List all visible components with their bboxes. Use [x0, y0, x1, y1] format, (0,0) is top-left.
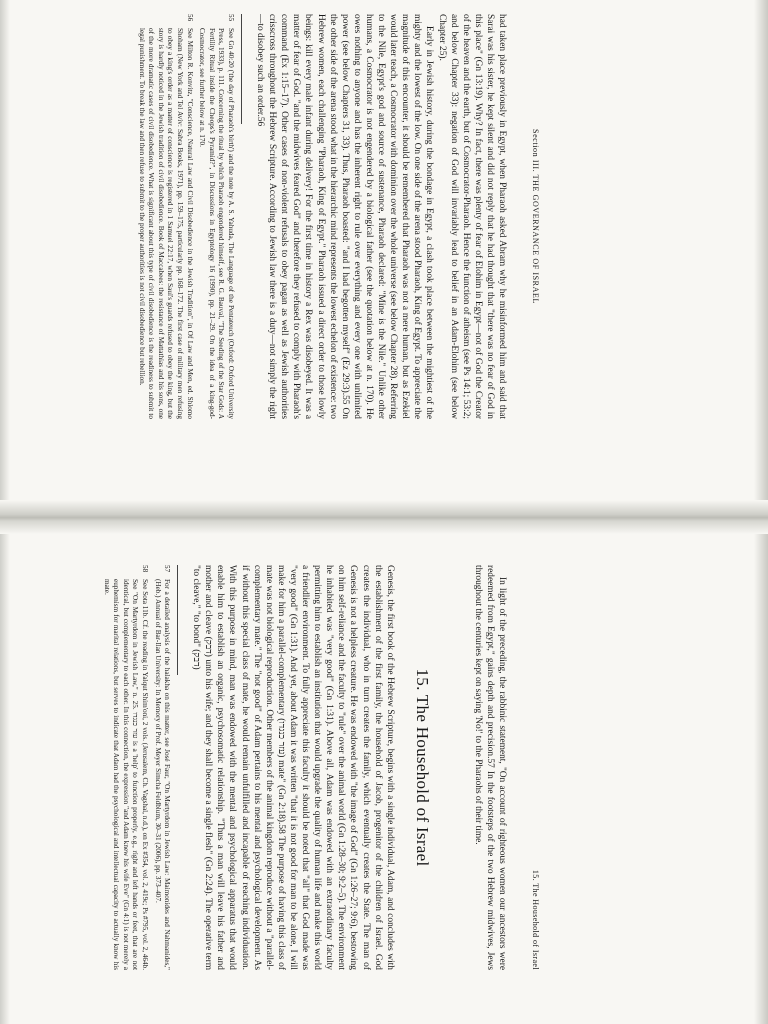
- footnote: [101, 565, 149, 970]
- running-head: Section III. THE GOVERNANCE OF ISRAEL: [531, 129, 540, 304]
- footnote-text: See Gn 40:20 ('the day of Pharaoh's birth') and the note by A. S. Yahuda, The Language of the Pentateuch (Oxford: Oxford University Press, 1933), p. 111. Concerning the ritual by which Pharaoh engendered himself, see R. G. Bauval, "The Seeding of the Star Gods: A Fertility Ritual inside the Cheops's Pyramid?", in Discussions in Egyptology 16 (1990), pp. 21–29. On the idea of a king-god-Cosmocrator, see further below at n. 170.: [198, 28, 236, 419]
- footnote-divider: [241, 14, 242, 124]
- footnote: [136, 14, 194, 419]
- footnote-divider: [177, 565, 178, 675]
- footnote-text: See Milton R. Konvitz, "Conscience, Natural Law and Civil Disobedience in the Jewish Tradition", in Of Law and Men, ed. Shlomo Shoham (New York and Tel Aviv: Sabra Books, 1971), pp. 159–175, particularly pp. 168–172. The first case of military men refusing to obey a king's order as a matter of conscience is registered in 1 Samuel 22:17, when Saul's guards refused to obey the king, but the story is hardly noticed in the Jewish tradition of civil disobedience. Book of Maccabees: the resistance of Mattathias and his sons, one of the more dramatic cases of civil disobedience. What is significant about this type of civil disobedience is the readiness to submit to legal punishment. To break the law and then refuse to submit to the proper authorities is not civil disobedience but rebellion.: [137, 28, 194, 419]
- body-text: [190, 565, 396, 970]
- footnote-number: 57: [163, 565, 172, 573]
- right-page: [0, 543, 570, 1013]
- paragraph: Genesis, the first book of the Hebrew Scripture, begins with a single individual, Adam, and concludes with the establishment of the first family, the household of Jacob, progenitor of the children of Israel. God creates the individual, who in turn creates the family, which eventually creates the State. The man of Genesis is not a helpless creature. He was endowed with "the image of God" (Gn 1:26–27; 9:6), bestowing on him self-reliance and the faculty to "rule" over the animal world (Gn 1:28–30; 9:2–5). The environment he inhabited was "very good" (Gn 1:31). Above all, Adam was endowed with an extraordinary faculty permitting him to establish an institution that would upgrade the quality of human life and make this world a friendlier environment. To fully appreciate this faculty it should be noted that "all" that God made was "very good" (Gn 1:31). And yet, about Adam it was written "that it is not good for man to be alone, I will make for him a parallel-complementary (עזר כנגדו) mate" (Gn 2:18).58 The purpose of having this class of mate was not biological reproduction. Other members of the animal kingdom reproduce without a "parallel-complementary mate." The "not good" of Adam pertains to his mental and psychological development. As if without this special class of mate, he would remain unfulfilled and incapable of reaching individuation. With this purpose in mind, man was endowed with the mental and psychological apparatus that would enable him to establish an organic, psychosomatic relationship. "Thus a man will leave his father and mother and cleave (דבק) unto his wife; and they shall become a single flesh" (Gn 2:24). The operative term "to cleave," "to bond" (דבק): [191, 565, 395, 970]
- footnote-number: 56: [185, 14, 194, 22]
- right-page-content: [0, 565, 570, 970]
- paragraph: Early in Jewish history, during the bondage in Egypt, a clash took place between the mightiest of the mighty and the lowest of the low. On one side of the arena stood Pharaoh, King of Egypt. To appreciate the magnitude of this encounter, it should be remembered that Pharaoh was not a mere human, but as Ezekiel would later teach, a Cosmocrator with dominion over the whole universe (see below Chapter 28). Referring to the Nile, Egypt's god and source of sustenance, Pharaoh declared: "Mine is the Nile." Unlike other humans, a Cosmocrator is not engendered by a biological father (see the quotation below at n. 170). He owes nothing to anyone and has the inherent right to rule over everything and every one with unlimited power (see below Chapters 31, 33). Thus, Pharaoh boasted: "and I had begotten myself" (Ez 29:3).55 On the other side of the arena stood what in the hierarchic mind represents the lowest echelon of existence: two Hebrew women, each challenging "Pharaoh, King of Egypt." Pharaoh issued a direct order to those lowly beings: kill every male infant during delivery! For the first time in history a Rex was disobeyed. It was a matter of fear of God. "and the midwives feared God" and therefore they refused to comply with Pharaoh's command (Ex 1:15–17). Other cases of non-violent refusals to obey pagan as well as Jewish authorities crisscross throughout the Hebrew Scripture. According to Jewish law there is a duty—not simply the right—to disobey such an order.56: [255, 14, 435, 419]
- chapter-title: 15. The Household of Israel: [412, 668, 432, 867]
- running-head: 15. The Household of Israel: [531, 869, 540, 970]
- left-page-content: [0, 14, 570, 419]
- footnote-number: 58: [140, 565, 149, 573]
- left-page: [0, 0, 570, 462]
- footnote-text: For a detailed analysis of the halakha on this matter, see José Faur, "On Martyrdom in Jewish Law: Maimonides and Nahmanides," (Heb.) Annual of Bar-Ilan University: In Memory of Prof. Meyer Simcha Feldblum, 30–31 (2006), pp. 373–407.: [153, 579, 172, 970]
- body-text: [472, 565, 508, 970]
- paragraph: had taken place previously in Egypt, when Pharaoh asked Abram why he misinformed him and said that Sarai was his sister, he kept silent and did not reply that he had thought that "there was no fear of God in this place" (Gn 13:19). Why? In fact, there was plenty of fear of Elohim in Egypt—not of God the Creator of the heaven and the earth, but of Cosmocrator-Pharaoh. Hence the function of atheism (see Ps 14:1; 53:2; and below Chapter 33): negation of God will invariably lead to belief in an Adam-Elohim (see below Chapter 25).: [436, 14, 507, 419]
- footnotes: [136, 14, 235, 419]
- footnote: [197, 14, 235, 419]
- body-text: [254, 14, 508, 419]
- footnote: [152, 565, 171, 970]
- footnote-number: 55: [227, 14, 236, 22]
- footnotes: [101, 565, 171, 970]
- paragraph: In light of the preceding, the rabbinic statement, "On account of righteous women our ancestors were redeemed from Egypt," gains depth and precision.57 In the footsteps of the two Hebrew midwives, Jews throughout the centuries kept on saying 'No!' to the Pharaohs of their time.: [472, 565, 507, 970]
- book-gutter: [0, 500, 768, 534]
- footnote-text: See Sota 11b. Cf. the reading in Yalqut Shim'oni, 2 vols. (Jerusalem, Ch. Vagshal, n.d.), on Ex #354, vol. 2, 419c; Ps #795, vol. 2, 464b. See "On Martyrdom in Jewish Law," n. 25. עזר כנגדו is a 'help' to function properly, e.g., right and left hands or feet, that are not identical, but complementary to each other. In this connection, the expression "and Adam knew his wife Eve" (Gn 4:1) is not merely a euphemism for marital relations, but serves to indicate that Adam had the psychological and intellectual capacity to actually know his mate.: [102, 579, 149, 971]
